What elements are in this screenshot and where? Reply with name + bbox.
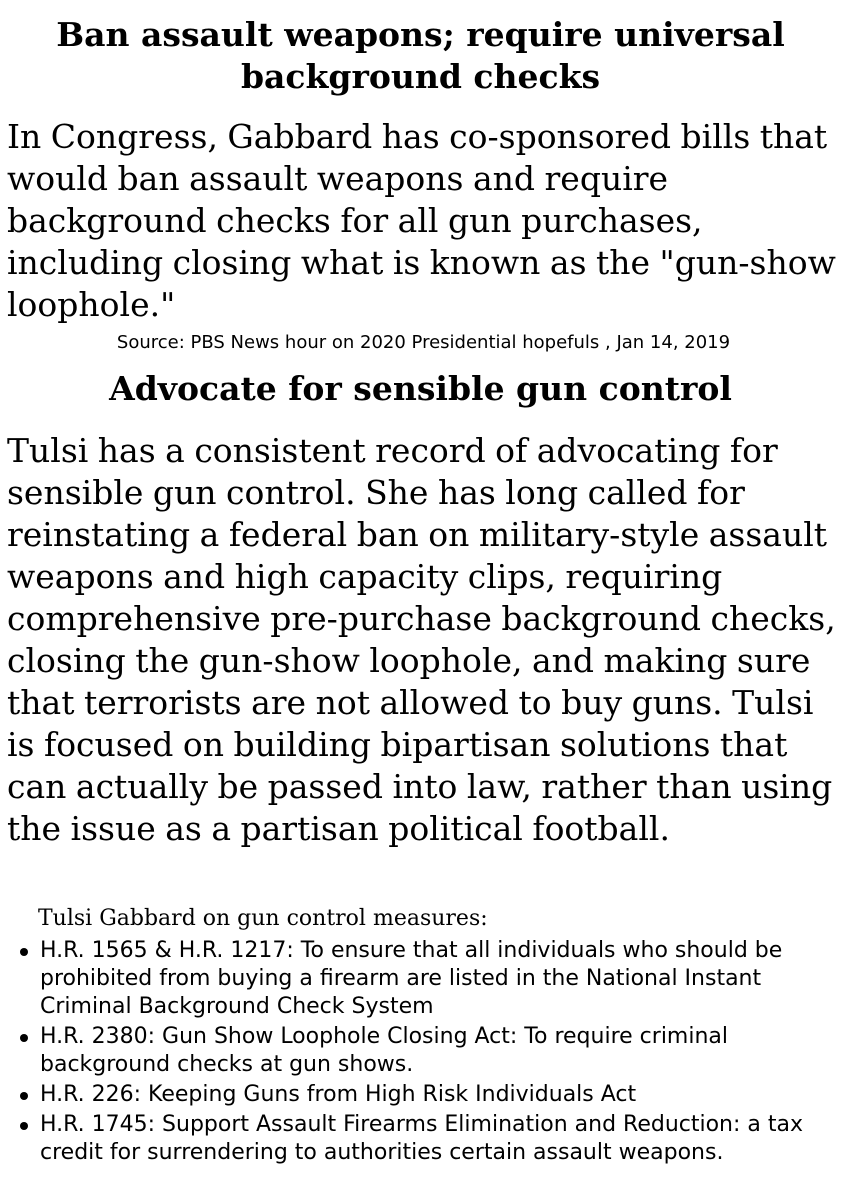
section-paragraph-record: Tulsi has a consistent record of advocating for sensible gun control. She has long called for reinstating a federal ban on military-style assault weapons and high capacity clips, requiring comprehensive pre-purchase background checks, closing the gun-show loophole, and making sure that terrorists are not allowed to buy guns. Tulsi is focused on building bipartisan solutions that can actually be passed into law, rather than using the issue as a partisan political football. <box>7 431 836 848</box>
measures-intro: Tulsi Gabbard on gun control measures: <box>38 906 488 931</box>
section-heading-assault-weapons: Ban assault weapons; require universal background checks <box>56 15 785 96</box>
section-paragraph-congress: In Congress, Gabbard has co-sponsored bills that would ban assault weapons and require background checks for all gun purchases, including closing what is known as the "gun-show loophole." <box>7 117 836 324</box>
bullet-icon <box>20 1122 28 1130</box>
measures-list <box>0 937 841 1169</box>
section-heading-sensible-gun-control: Advocate for sensible gun control <box>109 369 732 408</box>
list-item <box>0 1111 841 1167</box>
bullet-icon <box>20 1092 28 1100</box>
list-item-text: H.R. 1745: Support Assault Firearms Elimination and Reduction: a tax credit for surrendering to authorities certain assault weapons. <box>40 1112 804 1165</box>
bullet-icon <box>20 948 28 956</box>
list-item-text: H.R. 226: Keeping Guns from High Risk Individuals Act <box>40 1082 637 1107</box>
list-item-text: H.R. 1565 & H.R. 1217: To ensure that all individuals who should be prohibited from buying a firearm are listed in the National Instant Criminal Background Check System <box>40 938 783 1019</box>
list-item-text: H.R. 2380: Gun Show Loophole Closing Act: To require criminal background checks at gun shows. <box>40 1024 729 1077</box>
source-citation: Source: PBS News hour on 2020 Presidential hopefuls , Jan 14, 2019 <box>116 332 731 353</box>
list-item <box>0 1081 841 1109</box>
list-item <box>0 1023 841 1079</box>
bullet-icon <box>20 1034 28 1042</box>
list-item <box>0 937 841 1021</box>
